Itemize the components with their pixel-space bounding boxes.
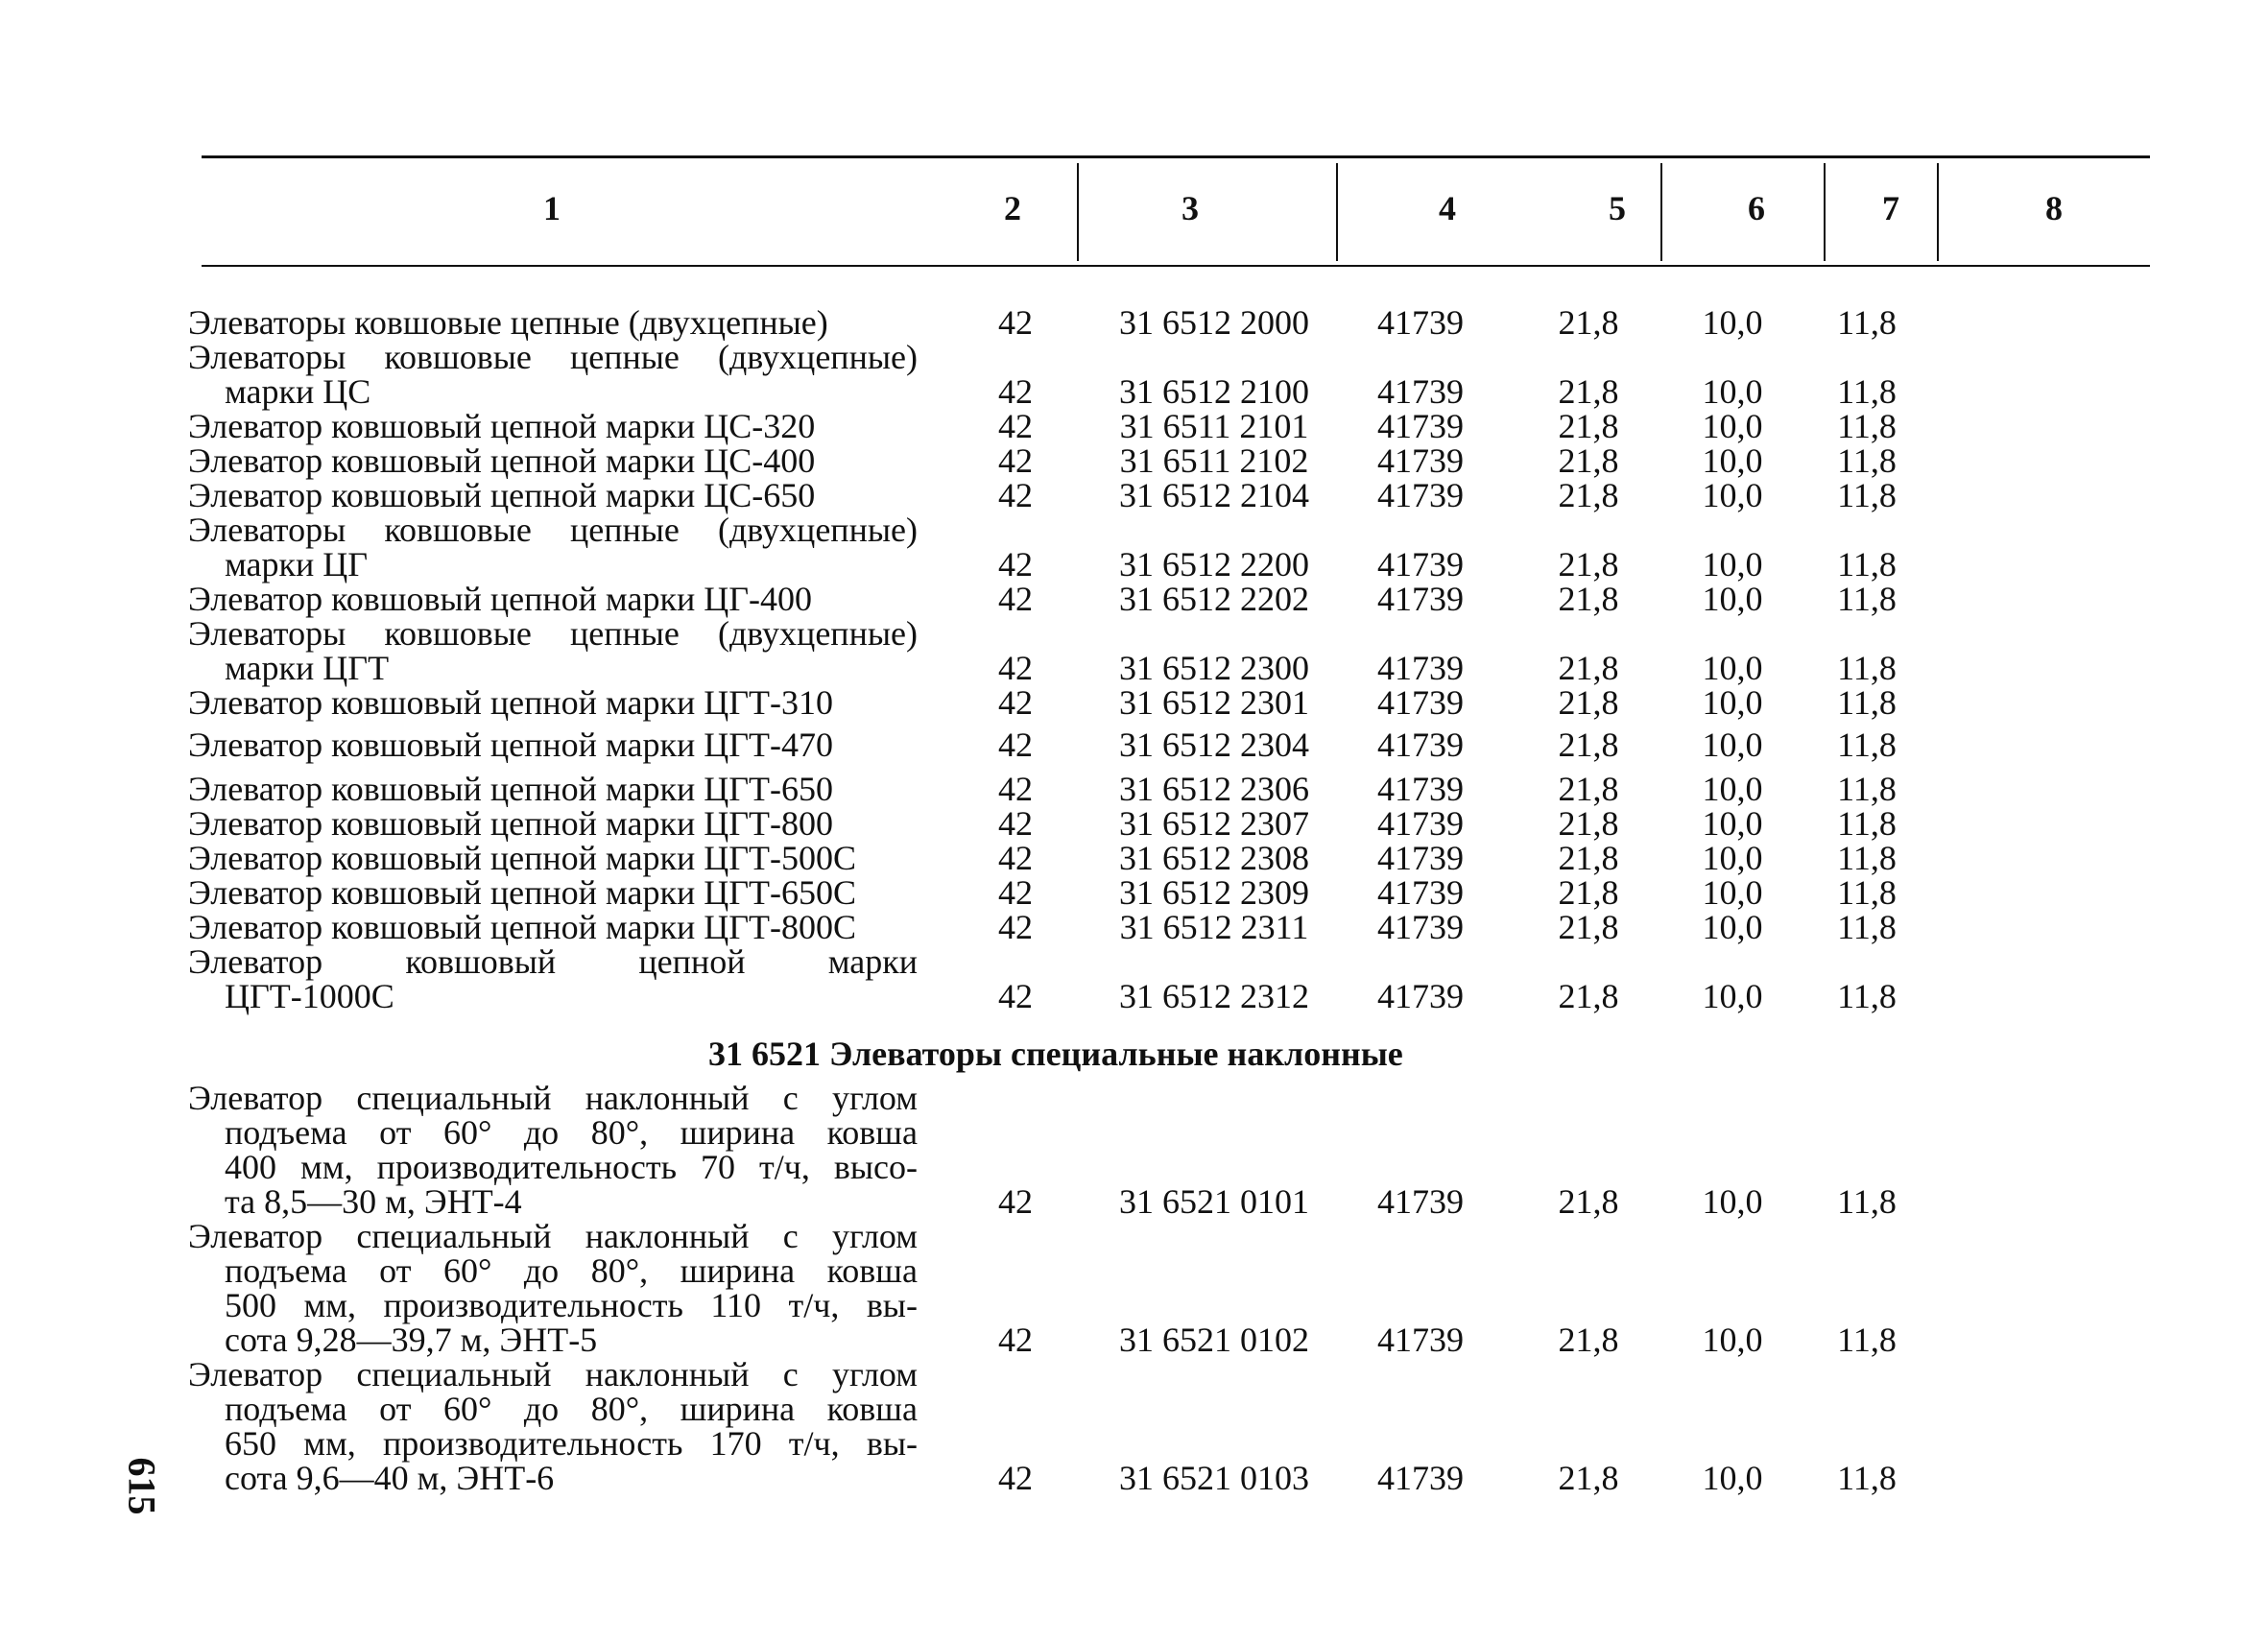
row-name xyxy=(188,944,918,1013)
row-name-line: сота 9,28—39,7 м, ЭНТ-5 xyxy=(225,1321,598,1359)
row-name xyxy=(188,910,918,944)
row-name-line: та 8,5—30 м, ЭНТ-4 xyxy=(225,1182,522,1221)
cell-c4: 41739 xyxy=(1377,726,1464,764)
cell-c4: 41739 xyxy=(1377,873,1464,912)
cell-c6: 10,0 xyxy=(1702,1182,1763,1221)
section-title-text: 31 6521 Элеваторы специальные наклонные xyxy=(708,1035,1403,1073)
row-name xyxy=(188,305,918,340)
cell-c5: 21,8 xyxy=(1558,1182,1619,1221)
cell-c2: 42 xyxy=(998,545,1033,583)
cell-c3: 31 6511 2102 xyxy=(1119,441,1309,480)
cell-c4: 41739 xyxy=(1377,441,1464,480)
cell-c4: 41739 xyxy=(1377,770,1464,808)
cell-c2: 42 xyxy=(998,407,1033,445)
cell-c5: 21,8 xyxy=(1558,726,1619,764)
cell-c7: 11,8 xyxy=(1837,908,1897,946)
cell-c4: 41739 xyxy=(1377,1321,1464,1359)
cell-c6: 10,0 xyxy=(1702,407,1763,445)
row-name xyxy=(188,1219,918,1357)
cell-c4: 41739 xyxy=(1377,545,1464,583)
row-name xyxy=(188,727,918,762)
cell-c4: 41739 xyxy=(1377,303,1464,342)
cell-c2: 42 xyxy=(998,1321,1033,1359)
cell-c2: 42 xyxy=(998,908,1033,946)
row-name xyxy=(188,841,918,875)
cell-c3: 31 6512 2300 xyxy=(1119,649,1309,687)
row-name xyxy=(188,409,918,443)
header-col-8: 8 xyxy=(2045,189,2063,227)
cell-c2: 42 xyxy=(998,873,1033,912)
cell-c7: 11,8 xyxy=(1837,1459,1897,1497)
cell-c4: 41739 xyxy=(1377,1182,1464,1221)
cell-c5: 21,8 xyxy=(1558,873,1619,912)
row-name-line: Элеваторы ковшовые цепные (двухцепные) xyxy=(188,614,918,653)
cell-c6: 10,0 xyxy=(1702,372,1763,411)
cell-c7: 11,8 xyxy=(1837,977,1897,1015)
cell-c3: 31 6512 2304 xyxy=(1119,726,1309,764)
header-col-7: 7 xyxy=(1882,189,1899,227)
row-name-line: Элеватор ковшовый цепной марки ЦГТ-650 xyxy=(188,770,833,808)
row-name-line: марки ЦС xyxy=(225,372,371,411)
column-separator xyxy=(1660,163,1662,261)
row-name-line: марки ЦГ xyxy=(225,545,369,583)
cell-c3: 31 6512 2311 xyxy=(1119,908,1309,946)
header-col-6: 6 xyxy=(1748,189,1765,227)
cell-c5: 21,8 xyxy=(1558,804,1619,843)
cell-c2: 42 xyxy=(998,1459,1033,1497)
cell-c7: 11,8 xyxy=(1837,873,1897,912)
row-name-line: Элеватор специальный наклонный с углом xyxy=(188,1355,918,1393)
cell-c7: 11,8 xyxy=(1837,545,1897,583)
table-top-rule xyxy=(202,155,2150,158)
cell-c5: 21,8 xyxy=(1558,977,1619,1015)
cell-c4: 41739 xyxy=(1377,476,1464,514)
cell-c6: 10,0 xyxy=(1702,804,1763,843)
cell-c3: 31 6512 2307 xyxy=(1119,804,1309,843)
row-name-line: Элеватор ковшовый цепной марки ЦГТ-800 xyxy=(188,804,833,843)
cell-c3: 31 6512 2312 xyxy=(1119,977,1309,1015)
cell-c6: 10,0 xyxy=(1702,683,1763,722)
cell-c7: 11,8 xyxy=(1837,683,1897,722)
cell-c6: 10,0 xyxy=(1702,1321,1763,1359)
row-name xyxy=(188,443,918,478)
row-name-line: ЦГТ-1000С xyxy=(225,977,394,1015)
cell-c7: 11,8 xyxy=(1837,303,1897,342)
cell-c5: 21,8 xyxy=(1558,649,1619,687)
cell-c7: 11,8 xyxy=(1837,441,1897,480)
cell-c5: 21,8 xyxy=(1558,372,1619,411)
cell-c4: 41739 xyxy=(1377,372,1464,411)
row-name xyxy=(188,772,918,806)
row-name xyxy=(188,1357,918,1495)
cell-c6: 10,0 xyxy=(1702,303,1763,342)
column-separator xyxy=(1824,163,1826,261)
cell-c6: 10,0 xyxy=(1702,545,1763,583)
row-name xyxy=(188,685,918,720)
row-name-line: Элеватор ковшовый цепной марки xyxy=(188,942,918,981)
row-name xyxy=(188,806,918,841)
cell-c6: 10,0 xyxy=(1702,441,1763,480)
cell-c5: 21,8 xyxy=(1558,545,1619,583)
cell-c5: 21,8 xyxy=(1558,303,1619,342)
header-col-5: 5 xyxy=(1609,189,1626,227)
cell-c6: 10,0 xyxy=(1702,770,1763,808)
cell-c5: 21,8 xyxy=(1558,1459,1619,1497)
cell-c7: 11,8 xyxy=(1837,1321,1897,1359)
cell-c7: 11,8 xyxy=(1837,1182,1897,1221)
cell-c7: 11,8 xyxy=(1837,372,1897,411)
row-name-line: подъема от 60° до 80°, ширина ковша xyxy=(225,1251,918,1290)
cell-c6: 10,0 xyxy=(1702,580,1763,618)
cell-c2: 42 xyxy=(998,726,1033,764)
cell-c6: 10,0 xyxy=(1702,476,1763,514)
cell-c2: 42 xyxy=(998,1182,1033,1221)
row-name-line: Элеваторы ковшовые цепные (двухцепные) xyxy=(188,303,828,342)
row-name-line: Элеватор специальный наклонный с углом xyxy=(188,1217,918,1255)
cell-c6: 10,0 xyxy=(1702,977,1763,1015)
cell-c6: 10,0 xyxy=(1702,839,1763,877)
row-name xyxy=(188,478,918,512)
row-name-line: 650 мм, производительность 170 т/ч, вы- xyxy=(225,1424,918,1463)
row-name-line: сота 9,6—40 м, ЭНТ-6 xyxy=(225,1459,555,1497)
cell-c7: 11,8 xyxy=(1837,649,1897,687)
cell-c2: 42 xyxy=(998,476,1033,514)
page-number: 615 xyxy=(120,1457,164,1515)
row-name-line: Элеватор ковшовый цепной марки ЦГТ-800С xyxy=(188,908,857,946)
cell-c4: 41739 xyxy=(1377,1459,1464,1497)
cell-c6: 10,0 xyxy=(1702,873,1763,912)
cell-c3: 31 6512 2306 xyxy=(1119,770,1309,808)
cell-c3: 31 6511 2101 xyxy=(1119,407,1309,445)
header-col-4: 4 xyxy=(1439,189,1456,227)
row-name-line: подъема от 60° до 80°, ширина ковша xyxy=(225,1113,918,1152)
row-name-line: Элеватор ковшовый цепной марки ЦГТ-500С xyxy=(188,839,857,877)
cell-c2: 42 xyxy=(998,977,1033,1015)
cell-c5: 21,8 xyxy=(1558,683,1619,722)
cell-c5: 21,8 xyxy=(1558,1321,1619,1359)
cell-c3: 31 6512 2308 xyxy=(1119,839,1309,877)
cell-c4: 41739 xyxy=(1377,649,1464,687)
cell-c3: 31 6521 0101 xyxy=(1119,1182,1309,1221)
row-name xyxy=(188,582,918,616)
row-name-line: Элеватор ковшовый цепной марки ЦС-320 xyxy=(188,407,816,445)
row-name-line: Элеватор ковшовый цепной марки ЦГТ-310 xyxy=(188,683,833,722)
cell-c4: 41739 xyxy=(1377,804,1464,843)
cell-c5: 21,8 xyxy=(1558,476,1619,514)
header-col-1: 1 xyxy=(543,189,561,227)
column-separator xyxy=(1336,163,1338,261)
cell-c3: 31 6512 2104 xyxy=(1119,476,1309,514)
row-name-line: 500 мм, производительность 110 т/ч, вы- xyxy=(225,1286,918,1324)
cell-c2: 42 xyxy=(998,770,1033,808)
cell-c5: 21,8 xyxy=(1558,770,1619,808)
row-name-line: Элеваторы ковшовые цепные (двухцепные) xyxy=(188,338,918,376)
cell-c4: 41739 xyxy=(1377,977,1464,1015)
cell-c6: 10,0 xyxy=(1702,726,1763,764)
cell-c2: 42 xyxy=(998,303,1033,342)
row-name xyxy=(188,1081,918,1219)
cell-c5: 21,8 xyxy=(1558,407,1619,445)
cell-c2: 42 xyxy=(998,441,1033,480)
row-name-line: марки ЦГТ xyxy=(225,649,390,687)
cell-c4: 41739 xyxy=(1377,580,1464,618)
row-name-line: Элеваторы ковшовые цепные (двухцепные) xyxy=(188,511,918,549)
cell-c3: 31 6512 2100 xyxy=(1119,372,1309,411)
row-name xyxy=(188,512,918,582)
row-name xyxy=(188,875,918,910)
cell-c7: 11,8 xyxy=(1837,726,1897,764)
cell-c3: 31 6521 0102 xyxy=(1119,1321,1309,1359)
cell-c5: 21,8 xyxy=(1558,908,1619,946)
cell-c2: 42 xyxy=(998,683,1033,722)
cell-c5: 21,8 xyxy=(1558,839,1619,877)
cell-c7: 11,8 xyxy=(1837,407,1897,445)
row-name-line: 400 мм, производительность 70 т/ч, высо- xyxy=(225,1148,918,1186)
cell-c4: 41739 xyxy=(1377,908,1464,946)
cell-c3: 31 6512 2000 xyxy=(1119,303,1309,342)
cell-c7: 11,8 xyxy=(1837,476,1897,514)
row-name-line: Элеватор специальный наклонный с углом xyxy=(188,1079,918,1117)
cell-c4: 41739 xyxy=(1377,407,1464,445)
cell-c6: 10,0 xyxy=(1702,1459,1763,1497)
row-name-line: Элеватор ковшовый цепной марки ЦС-400 xyxy=(188,441,816,480)
cell-c3: 31 6512 2309 xyxy=(1119,873,1309,912)
header-col-3: 3 xyxy=(1182,189,1199,227)
cell-c2: 42 xyxy=(998,372,1033,411)
cell-c6: 10,0 xyxy=(1702,649,1763,687)
cell-c2: 42 xyxy=(998,804,1033,843)
column-separator xyxy=(1937,163,1939,261)
cell-c2: 42 xyxy=(998,839,1033,877)
cell-c4: 41739 xyxy=(1377,683,1464,722)
cell-c7: 11,8 xyxy=(1837,839,1897,877)
header-bottom-rule xyxy=(202,265,2150,267)
row-name-line: Элеватор ковшовый цепной марки ЦГТ-470 xyxy=(188,726,833,764)
cell-c3: 31 6512 2200 xyxy=(1119,545,1309,583)
cell-c3: 31 6521 0103 xyxy=(1119,1459,1309,1497)
header-col-2: 2 xyxy=(1004,189,1021,227)
row-name xyxy=(188,340,918,409)
row-name xyxy=(188,616,918,685)
cell-c4: 41739 xyxy=(1377,839,1464,877)
cell-c2: 42 xyxy=(998,580,1033,618)
cell-c2: 42 xyxy=(998,649,1033,687)
cell-c3: 31 6512 2301 xyxy=(1119,683,1309,722)
cell-c7: 11,8 xyxy=(1837,580,1897,618)
cell-c3: 31 6512 2202 xyxy=(1119,580,1309,618)
row-name-line: Элеватор ковшовый цепной марки ЦС-650 xyxy=(188,476,816,514)
row-name-line: подъема от 60° до 80°, ширина ковша xyxy=(225,1390,918,1428)
cell-c7: 11,8 xyxy=(1837,804,1897,843)
column-separator xyxy=(1077,163,1079,261)
cell-c6: 10,0 xyxy=(1702,908,1763,946)
cell-c7: 11,8 xyxy=(1837,770,1897,808)
cell-c5: 21,8 xyxy=(1558,441,1619,480)
row-name-line: Элеватор ковшовый цепной марки ЦГ-400 xyxy=(188,580,813,618)
row-name-line: Элеватор ковшовый цепной марки ЦГТ-650С xyxy=(188,873,857,912)
cell-c5: 21,8 xyxy=(1558,580,1619,618)
